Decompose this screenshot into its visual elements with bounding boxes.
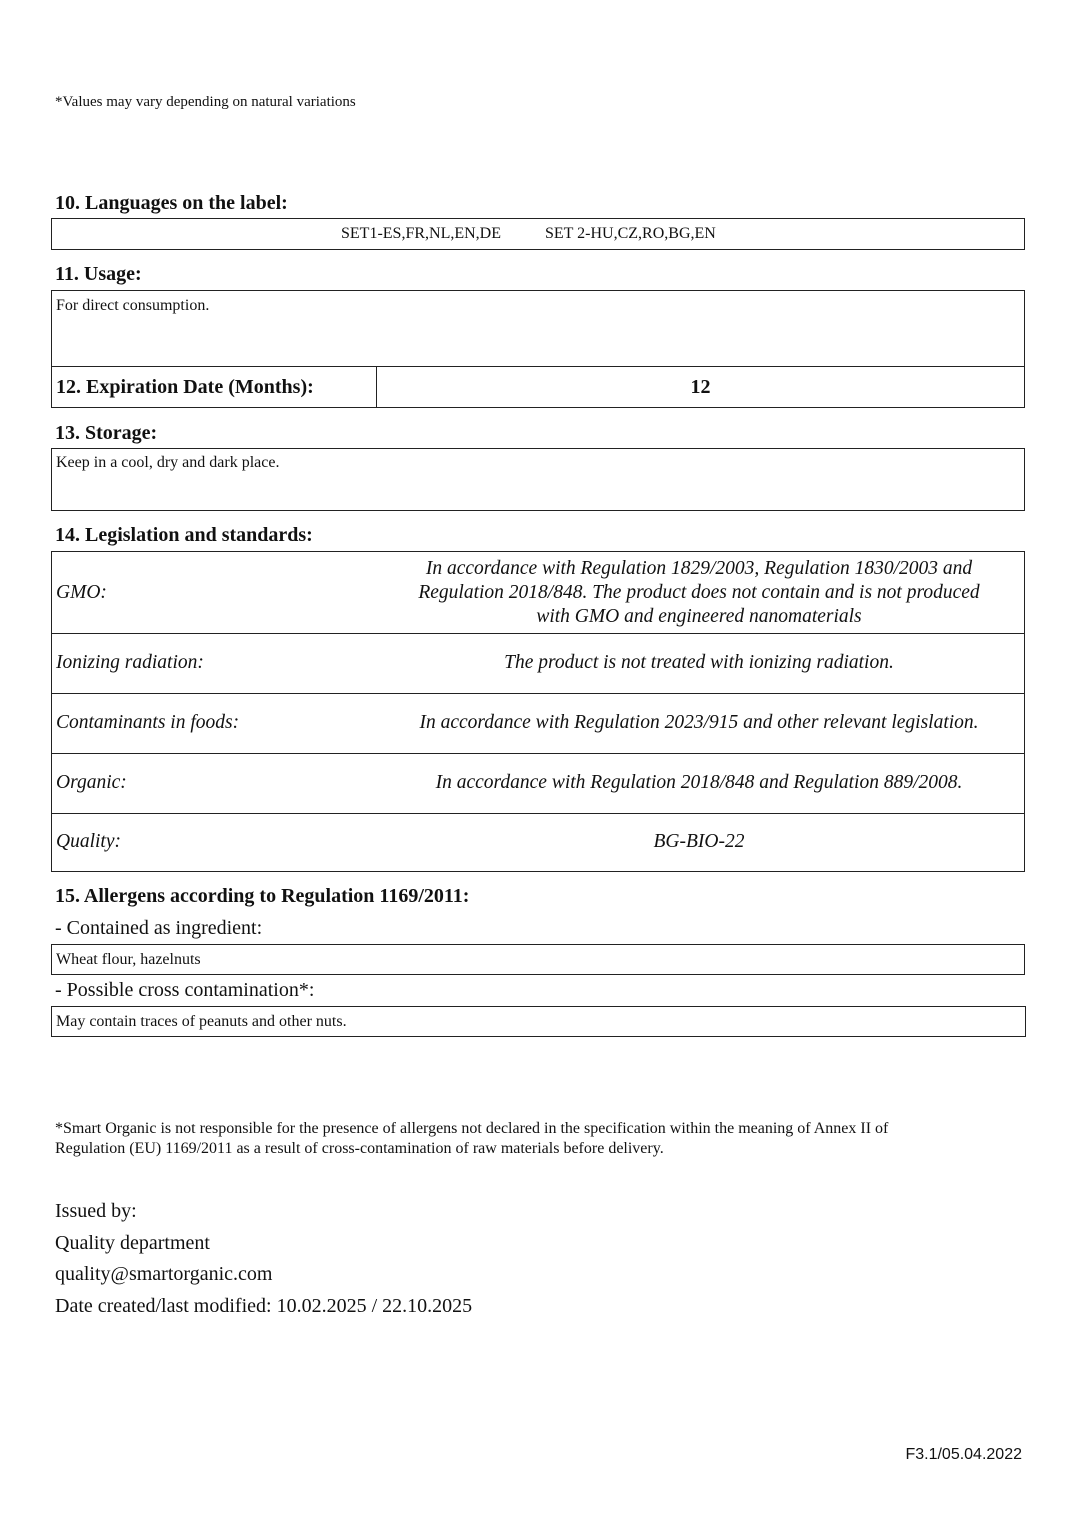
section-11-heading: 11. Usage: bbox=[55, 263, 142, 285]
cross-contamination-label: - Possible cross contamination*: bbox=[55, 979, 315, 1001]
cross-contamination-box bbox=[51, 1006, 1026, 1037]
legislation-label: Organic: bbox=[56, 772, 127, 793]
legislation-value: The product is not treated with ionizing radiation. bbox=[504, 652, 894, 673]
legislation-label: Quality: bbox=[56, 831, 121, 852]
legislation-value: In accordance with Regulation 2018/848 and Regulation 889/2008. bbox=[435, 772, 963, 793]
section-13-heading: 13. Storage: bbox=[55, 422, 158, 444]
legislation-label: Ionizing radiation: bbox=[56, 652, 204, 673]
contained-value: Wheat flour, hazelnuts bbox=[56, 951, 201, 968]
contained-box bbox=[51, 944, 1025, 975]
legislation-row-gmo bbox=[52, 552, 1024, 634]
legislation-table bbox=[51, 551, 1025, 872]
legislation-label: Contaminants in foods: bbox=[56, 712, 240, 733]
gmo-line-1: In accordance with Regulation 1829/2003, Regulation 1830/2003 and bbox=[425, 557, 973, 579]
legislation-row-quality bbox=[52, 813, 1024, 871]
legislation-row-contaminants bbox=[52, 693, 1024, 754]
issued-block bbox=[55, 1196, 472, 1322]
languages-box bbox=[51, 218, 1025, 250]
expiration-label: 12. Expiration Date (Months): bbox=[56, 376, 314, 398]
legislation-label: GMO: bbox=[56, 581, 107, 603]
section-14-heading: 14. Legislation and standards: bbox=[55, 524, 313, 546]
form-code: F3.1/05.04.2022 bbox=[905, 1446, 1022, 1463]
issued-department: Quality department bbox=[55, 1231, 210, 1254]
disclaimer-line-2: Regulation (EU) 1169/2011 as a result of cross-contamination of raw materials before delivery. bbox=[55, 1140, 664, 1157]
section-10-heading: 10. Languages on the label: bbox=[55, 192, 288, 214]
contained-label: - Contained as ingredient: bbox=[55, 917, 263, 939]
legislation-row-organic bbox=[52, 753, 1024, 814]
legislation-value: In accordance with Regulation 2023/915 and other relevant legislation. bbox=[419, 712, 979, 733]
section-15-heading: 15. Allergens according to Regulation 1169/2011: bbox=[55, 885, 470, 907]
usage-box bbox=[51, 290, 1025, 408]
usage-text: For direct consumption. bbox=[56, 297, 210, 314]
issued-email: quality@smartorganic.com bbox=[55, 1263, 273, 1285]
gmo-line-2: Regulation 2018/848. The product does not contain and is not produced bbox=[418, 581, 980, 603]
issued-dates: Date created/last modified: 10.02.2025 / 22.10.2025 bbox=[55, 1294, 473, 1317]
gmo-line-3: with GMO and engineered nanomaterials bbox=[536, 605, 862, 627]
languages-set2: SET 2-HU,CZ,RO,BG,EN bbox=[545, 225, 716, 242]
storage-box bbox=[51, 448, 1025, 511]
expiration-row bbox=[52, 366, 1024, 409]
expiration-value: 12 bbox=[690, 376, 711, 398]
allergen-disclaimer bbox=[55, 1119, 888, 1159]
cross-contamination-value: May contain traces of peanuts and other nuts. bbox=[56, 1013, 347, 1030]
legislation-row-ionizing bbox=[52, 633, 1024, 694]
languages-set1: SET1-ES,FR,NL,EN,DE bbox=[341, 225, 501, 242]
legislation-value: BG-BIO-22 bbox=[653, 831, 745, 852]
disclaimer-line-1: *Smart Organic is not responsible for the presence of allergens not declared in the specification within the meaning of Annex II of bbox=[55, 1120, 889, 1137]
storage-text: Keep in a cool, dry and dark place. bbox=[56, 454, 280, 471]
legislation-value bbox=[382, 557, 1024, 629]
issued-label: Issued by: bbox=[55, 1200, 137, 1222]
values-note: *Values may vary depending on natural variations bbox=[55, 94, 356, 110]
